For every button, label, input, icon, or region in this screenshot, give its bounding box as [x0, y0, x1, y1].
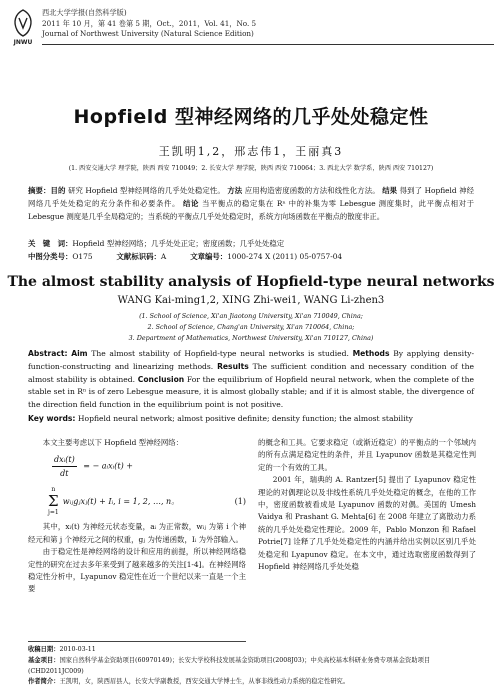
- issue-line: 2011 年 10 月，第 41 卷第 5 期，Oct.，2011，Vol. 41，No. 5: [42, 18, 257, 28]
- journal-name-cn: 西北大学学报(自然科学版): [42, 8, 127, 17]
- authors-cn: 王凯明1,2，邢志伟1，王丽真3: [158, 145, 344, 158]
- body-paragraph: 2001 年，瑞典的 A. Rantzer[5] 提出了 Lyapunov 稳定性理论的对偶理论以及非线性系统几乎处处稳定的概念，在他的工作中，密度函数被看成是 Lyapunov 函数的对偶。美国的 Umesh Vaidya 和 Prashant G. Mehta[6] 在 2008 年建立了离散动力系统的几乎处处稳定性理论。2009 年，Pablo Monzon 和 Rafael Potrie[7] 诠释了几乎处处稳定性的内涵并给出实例以区别几乎处处稳定和 Lyapunov 稳定。在本文中，通过选取密度函数得到了 Hopfield 神经网络几乎处处稳: [258, 475, 476, 572]
- fund-info: 基金项目：国家自然科学基金资助项目(60970149)；长安大学校科技发展基金资助项目(2008J03)；中央高校基本科研业务费专项基金资助项目(CHD2011JC009): [28, 656, 431, 675]
- abstract-en: Abstract: Aim The almost stability of Hopfield-type neural networks is studied. Methods By applying density-function-constructing and linearizing methods. Results The sufficient condition and necessary condition of the almost stability is obtained. Conclusion For the equilibrium of Hopfield neural network, when the complete of the stable set in Rⁿ is of zero Lebesgue measure, it is almost globally stable; and if it is almost stable, the divergence of the direction field function in the equilibrium point is not positive.: [28, 349, 475, 410]
- classification-cn: 中图分类号：O175 文献标识码：A 文章编号：1000-274 X (2011) 05-0757-04: [28, 252, 343, 261]
- keywords-cn: 关 键 词：Hopfield 型神经网络；几乎处处正定；密度函数；几乎处处稳定: [28, 239, 285, 248]
- body-paragraph: 的概念和工具。它要求稳定（或渐近稳定）的平衡点的一个邻域内的所有点满足稳定性的条件，并且 Lyapunov 函数是其稳定性判定的一个有效的工具。: [258, 438, 476, 472]
- intro-paragraph: 本文主要考虑以下 Hopfield 型神经网络：: [42, 438, 183, 447]
- abstract-cn: 摘要：目的 研究 Hopfield 型神经网络的几乎处处稳定性。 方法 应用构造密度函数的方法和线性化方法。 结果 得到了 Hopfield 神经网络几乎处处稳定的充分条件和必要条件。 结论 当平衡点的稳定集在 Rⁿ 中的补集为零 Lebesgue 测度集时，此平衡点相对于 Lebesgue 测度是几乎全局稳定的；当系统的平衡点几乎处处稳定时，系统方向场函数在平衡点的散度非正。: [28, 186, 474, 221]
- authors-en: WANG Kai-ming1,2, XING Zhi-wei1, WANG Li-zhen3: [117, 295, 385, 306]
- title-en: The almost stability analysis of Hopfield-type neural networks: [7, 274, 495, 290]
- affiliation-en: (1. School of Science, Xi'an Jiaotong University, Xi'an 710049, China; 2. School of Science, Chang'an University, Xi'an 710064, China; 3. Department of Mathematics, Northwest University, Xi'an 710127, China): [128, 312, 374, 342]
- body-column-left: [28, 437, 246, 596]
- keywords-en: Key words: Hopfield neural network; almost positive definite; density function; the almost stability: [28, 414, 413, 423]
- body-paragraph: 其中，xᵢ(t) 为神经元状态变量，aᵢ 为正常数，wᵢⱼ 为第 i 个神经元和第 j 个神经元之间的权重，gⱼ 为传递函数，Iᵢ 为外部输入。: [28, 522, 246, 544]
- affiliation-cn: (1. 西安交通大学 理学院，陕西 西安 710049；2. 长安大学 理学院，陕西 西安 710064；3. 西北大学 数学系，陕西 西安 710127): [68, 165, 434, 172]
- title-cn: Hopfield 型神经网络的几乎处处稳定性: [73, 106, 429, 128]
- journal-info: [42, 8, 256, 40]
- journal-logo: [9, 8, 37, 46]
- equation-number: (1): [234, 496, 246, 506]
- body-column-right: [258, 437, 476, 573]
- footnote-rule: [28, 641, 246, 642]
- header-rule: [42, 44, 494, 45]
- equation-1-line1: $\frac{\text{dxᵢ(t)}}{dt}$ = − aᵢxᵢ(t) +: [54, 455, 133, 479]
- sigma-symbol: n Σ j=1: [48, 486, 59, 517]
- received-date: 收稿日期：2010-03-11: [28, 646, 96, 653]
- footnotes: [28, 645, 474, 688]
- journal-name-en: Journal of Northwest University (Natural Science Edition): [42, 29, 254, 38]
- author-bio: 作者简介：王凯明，女，陕西眉县人，长安大学副教授，西安交通大学博士生，从事非线性动力系统的稳定性研究。: [28, 678, 350, 686]
- body-paragraph: 由于稳定性是神经网络的设计和应用的前提，所以神经网络稳定性的研究在过去多年来受到了越来越多的关注[1-4]。在神经网络稳定性分析中，Lyapunov 稳定性在近一个世纪以来一直是一个主要: [28, 547, 246, 594]
- equation-1-line2: n Σ j=1 wᵢⱼgⱼxⱼ(t) + Iᵢ, i = 1, 2, …, n。 (1): [48, 486, 246, 517]
- logo-text: JNWU: [13, 39, 33, 46]
